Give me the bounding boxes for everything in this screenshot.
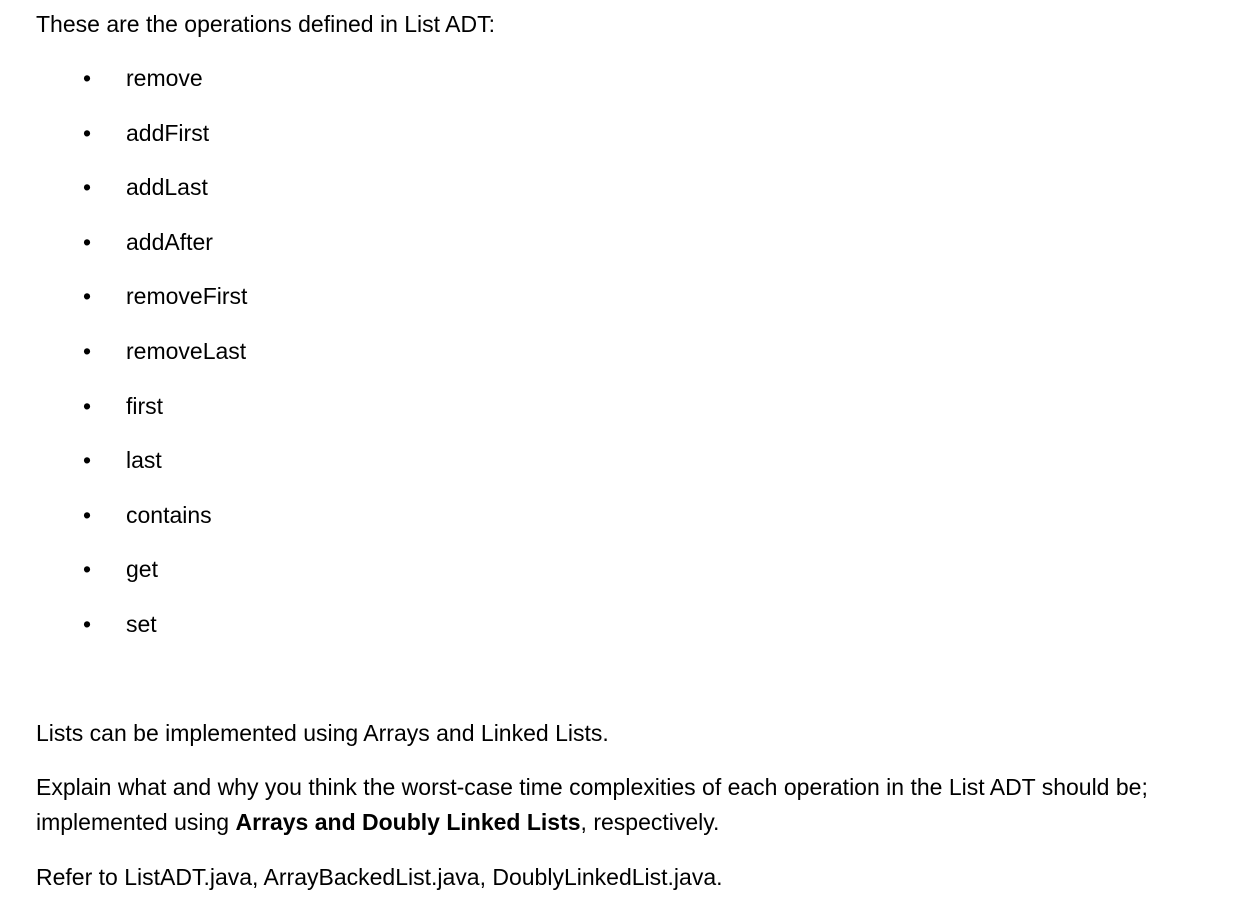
- bullet-icon: •: [83, 119, 92, 146]
- intro-text: These are the operations defined in List ADT:: [36, 11, 496, 37]
- operation-label: get: [126, 556, 158, 583]
- question-text-after: , respectively.: [580, 809, 720, 835]
- bullet-icon: •: [83, 283, 92, 310]
- operation-label: contains: [126, 501, 212, 528]
- bullet-icon: •: [83, 392, 92, 419]
- operation-label: removeFirst: [126, 283, 248, 310]
- question-emphasis: Arrays and Doubly Linked Lists: [235, 809, 581, 835]
- question-text-before: Explain what and why you think the worst-case time complexities of each operation in the List ADT should be; implemented using: [36, 774, 1148, 835]
- operation-label: remove: [126, 65, 203, 91]
- operation-label: first: [126, 392, 164, 419]
- operation-label: addLast: [126, 174, 208, 201]
- bullet-icon: •: [83, 501, 92, 528]
- operation-label: addFirst: [126, 119, 210, 146]
- bullet-icon: •: [83, 65, 92, 91]
- bullet-icon: •: [83, 174, 92, 201]
- bullet-icon: •: [83, 447, 92, 474]
- operation-label: removeLast: [126, 337, 247, 364]
- operation-label: last: [126, 447, 162, 474]
- question-paragraph: [36, 770, 1196, 840]
- bullet-icon: •: [83, 228, 92, 255]
- implementation-paragraph: Lists can be implemented using Arrays and Linked Lists.: [36, 720, 609, 746]
- bullet-icon: •: [83, 610, 92, 637]
- reference-paragraph: Refer to ListADT.java, ArrayBackedList.java, DoublyLinkedList.java.: [36, 864, 723, 890]
- operation-label: set: [126, 610, 157, 637]
- operation-label: addAfter: [126, 228, 213, 255]
- bullet-icon: •: [83, 337, 92, 364]
- bullet-icon: •: [83, 556, 92, 583]
